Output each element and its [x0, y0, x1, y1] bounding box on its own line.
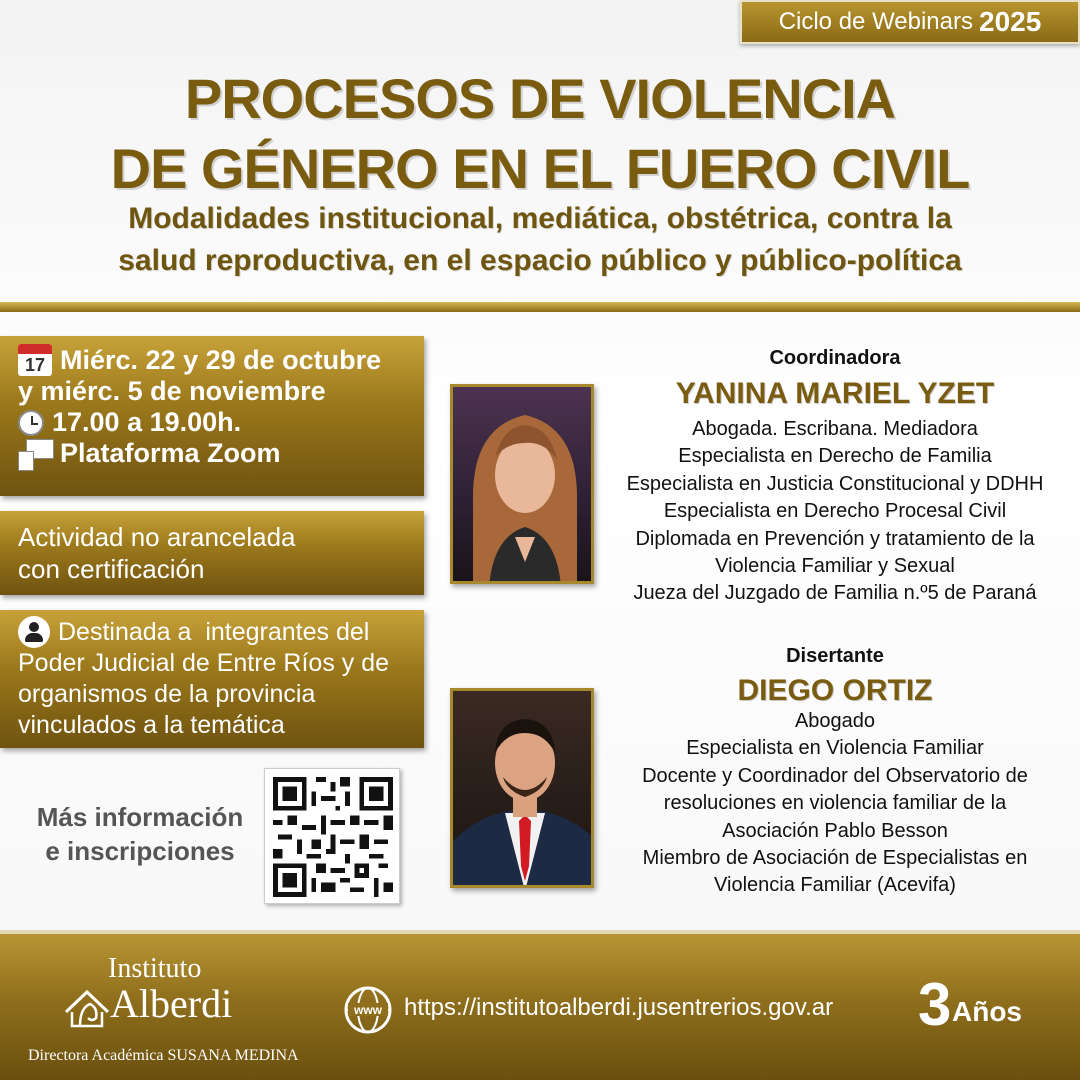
logo-instituto: Instituto [108, 953, 202, 984]
webinar-cycle-badge [740, 0, 1080, 44]
anniversary-logo [918, 971, 1038, 1046]
logo-alberdi: Alberdi [110, 981, 233, 1026]
date-line2: y miérc. 5 de noviembre [18, 376, 326, 406]
platform-row [18, 438, 410, 469]
clock-icon [18, 410, 44, 436]
svg-text:www: www [353, 1003, 383, 1017]
platform-text: Plataforma Zoom [60, 438, 281, 468]
date-row [18, 344, 410, 376]
anniversary-text: Años [952, 996, 1022, 1027]
globe-www-icon [344, 986, 392, 1034]
qr-code[interactable] [264, 768, 400, 904]
academic-director: Directora Académica SUSANA MEDINA [28, 1047, 299, 1064]
cost-line1: Actividad no arancelada [18, 522, 296, 552]
speaker-name: DIEGO ORTIZ [737, 674, 933, 707]
more-info-text: Más información e inscripciones [36, 802, 244, 866]
schedule-box [0, 336, 424, 496]
audience-line3: organismos de la provincia [18, 680, 316, 708]
cost-line2: con certificación [18, 554, 205, 584]
gold-divider [0, 302, 1080, 312]
audience-line1: Destinada a integrantes del [58, 617, 370, 646]
cost-box [0, 511, 424, 595]
badge-year: 2025 [979, 6, 1042, 37]
badge-label: Ciclo de Webinars [778, 8, 973, 35]
user-icon [18, 616, 50, 648]
anniversary-number: 3 [918, 971, 952, 1038]
website-link[interactable]: https://institutoalberdi.jusentrerios.gov.ar [404, 994, 834, 1021]
footer-bar [0, 930, 1080, 1080]
coordinator-role: Coordinadora [769, 347, 901, 369]
coordinator-photo [450, 384, 594, 584]
speaker-role: Disertante [786, 645, 884, 667]
main-title-line1: PROCESOS DE VIOLENCIA [184, 67, 896, 130]
institute-logo-icon [62, 978, 112, 1030]
audience-line4: vinculados a la temática [18, 711, 285, 739]
audience-line2: Poder Judicial de Entre Ríos y de [18, 649, 390, 677]
subtitle-line1: Modalidades institucional, mediática, obstétrica, contra la [128, 202, 952, 235]
speaker-photo [450, 688, 594, 888]
speaker-bio: Abogado Especialista en Violencia Familiar Docente y Coordinador del Observatorio de resoluciones en violencia familiar de la Asociación Pablo Besson Miembro de Asociación de Especialistas en Violencia Familiar (Acevifa) [642, 710, 1028, 897]
coordinator-bio: Abogada. Escribana. Mediadora Especialista en Derecho de Familia Especialista en Justicia Constitucional y DDHH Especialista en Derecho Procesal Civil Diplomada en Prevención y tratamiento de la Violencia Familiar y Sexual Jueza del Juzgado de Familia n.º5 de Paraná [626, 418, 1044, 605]
audience-box [0, 610, 424, 748]
subtitle-line2: salud reproductiva, en el espacio público y público-política [118, 244, 962, 277]
main-title-line2: DE GÉNERO EN EL FUERO CIVIL [110, 137, 970, 200]
screens-icon [18, 439, 52, 469]
calendar-icon: 17 [18, 344, 52, 376]
time-text: 17.00 a 19.00h. [52, 407, 242, 437]
coordinator-name: YANINA MARIEL YZET [675, 377, 995, 410]
time-row [18, 407, 410, 438]
date-line1: Miérc. 22 y 29 de octubre [60, 344, 382, 375]
